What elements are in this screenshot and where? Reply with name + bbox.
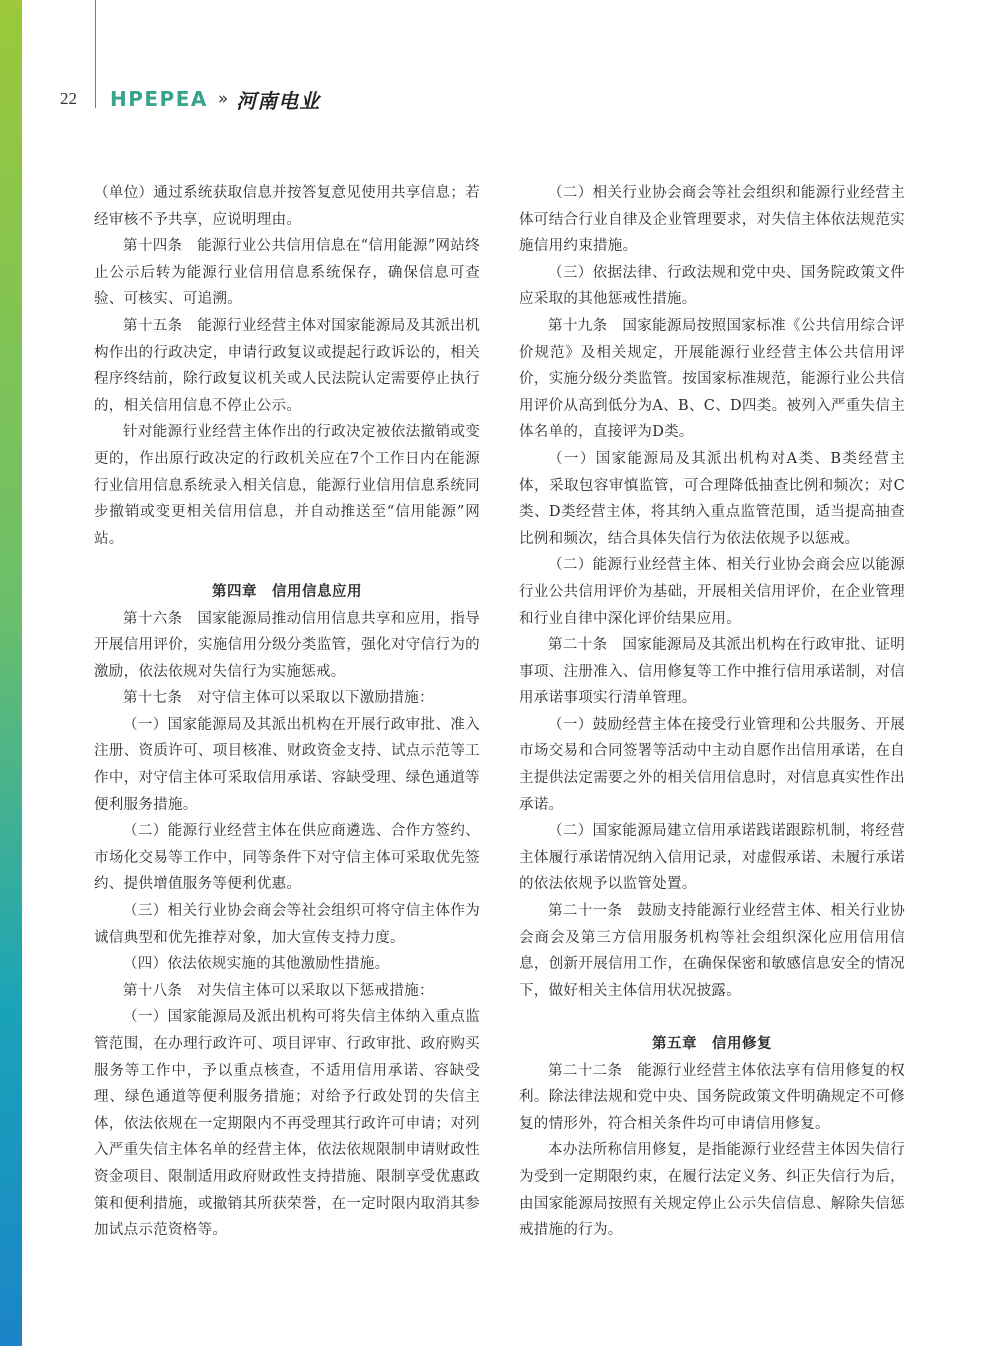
list-item: （三）相关行业协会商会等社会组织可将守信主体作为诚信典型和优先推荐对象，加大宣传支持力度。 [94,903,480,946]
list-item: （二）相关行业协会商会等社会组织和能源行业经营主体可结合行业自律及企业管理要求，对失信主体依法规范实施信用约束措施。 [519,185,905,255]
article-16: 第十六条 国家能源局推动信用信息共享和应用，指导开展信用评价，实施信用分级分类监管，强化对守信行为的激励，依法依规对失信行为实施惩戒。 [94,610,480,680]
paragraph: 本办法所称信用修复，是指能源行业经营主体因失信行为受到一定期限约束，在履行法定义务、纠正失信行为后，由国家能源局按照有关规定停止公示失信信息、解除失信惩戒措施的行为。 [519,1142,905,1239]
page-number: 22 [60,89,77,108]
article-17: 第十七条 对守信主体可以采取以下激励措施： [123,690,434,707]
article-19: 第十九条 国家能源局按照国家标准《公共信用综合评价规范》及相关规定，开展能源行业经营主体公共信用评价，实施分级分类监管。按国家标准规范，能源行业公共信用评价从高到低分为A、B、C、D四类。被列入严重失信主体名单的，直接评为D类。 [519,317,905,441]
page-header [60,84,320,114]
brand-logo-cn: 河南电业 [236,88,321,113]
right-column [519,180,905,1244]
paragraph: （单位）通过系统获取信息并按答复意见使用共享信息；若经审核不予共享，应说明理由。 [94,185,480,228]
article-18: 第十八条 对失信主体可以采取以下惩戒措施： [123,982,434,999]
article-21: 第二十一条 鼓励支持能源行业经营主体、相关行业协会商会及第三方信用服务机构等社会组织深化应用信用信息，创新开展信用工作，在确保保密和敏感信息安全的情况下，做好相关主体信用状况披露。 [519,903,905,999]
article-15: 第十五条 能源行业经营主体对国家能源局及其派出机构作出的行政决定，申请行政复议或提起行政诉讼的，相关程序终结前，除行政复议机关或人民法院认定需要停止执行的，相关信用信息不停止公示。 [94,317,480,414]
double-chevron-icon: » [217,89,229,109]
list-item: （二）能源行业经营主体、相关行业协会商会应以能源行业公共信用评价为基础，开展相关信用评价，在企业管理和行业自律中深化评价结果应用。 [519,557,905,627]
decorative-side-bar [0,0,22,1346]
brand-logo-en: HPEPEA [110,87,208,111]
list-item: （一）鼓励经营主体在接受行业管理和公共服务、开展市场交易和合同签署等活动中主动自愿作出信用承诺，在自主提供法定需要之外的相关信用信息时，对信息真实性作出承诺。 [519,716,905,813]
left-column [94,180,480,1244]
list-item: （二）能源行业经营主体在供应商遴选、合作方签约、市场化交易等工作中，同等条件下对守信主体可采取优先签约、提供增值服务等便利优惠。 [94,823,480,893]
chapter-4-heading: 第四章 信用信息应用 [212,582,362,600]
article-20: 第二十条 国家能源局及其派出机构在行政审批、证明事项、注册准入、信用修复等工作中推行信用承诺制，对信用承诺事项实行清单管理。 [519,637,905,707]
article-14: 第十四条 能源行业公共信用信息在“信用能源”网站终止公示后转为能源行业信用信息系统保存，确保信息可查验、可核实、可追溯。 [94,238,480,308]
paragraph: 针对能源行业经营主体作出的行政决定被依法撤销或变更的，作出原行政决定的行政机关应在7个工作日内在能源行业信用信息系统录入相关信息，能源行业信用信息系统同步撤销或变更相关信用信息，并自动推送至“信用能源”网站。 [94,424,480,547]
list-item: （一）国家能源局及派出机构可将失信主体纳入重点监管范围，在办理行政许可、项目评审、行政审批、政府购买服务等工作中，予以重点核查，不适用信用承诺、容缺受理、绿色通道等便利服务措施；对给予行政处罚的失信主体，依法依规在一定期限内不再受理其行政许可申请；对列入严重失信主体名单的经营主体，依法依规限制申请财政性资金项目、限制适用政府财政性支持措施、限制享受优惠政策和便利措施，或撤销其所获荣誉，在一定时限内取消其参加试点示范资格等。 [94,1009,480,1239]
chapter-5-heading: 第五章 信用修复 [652,1035,772,1052]
list-item: （四）依法依规实施的其他激励性措施。 [123,956,390,973]
list-item: （一）国家能源局及其派出机构在开展行政审批、准入注册、资质许可、项目核准、财政资金支持、试点示范等工作中，对守信主体可采取信用承诺、容缺受理、绿色通道等便利服务措施。 [94,716,480,813]
list-item: （三）依据法律、行政法规和党中央、国务院政策文件应采取的其他惩戒性措施。 [519,264,905,308]
list-item: （二）国家能源局建立信用承诺践诺跟踪机制，将经营主体履行承诺情况纳入信用记录，对虚假承诺、未履行承诺的依法依规予以监管处置。 [519,823,905,893]
list-item: （一）国家能源局及其派出机构对A类、B类经营主体，采取包容审慎监管，可合理降低抽查比例和频次；对C类、D类经营主体，将其纳入重点监管范围，适当提高抽查比例和频次，结合具体失信行为依法依规予以惩戒。 [519,450,905,547]
article-22: 第二十二条 能源行业经营主体依法享有信用修复的权利。除法律法规和党中央、国务院政策文件明确规定不可修复的情形外，符合相关条件均可申请信用修复。 [519,1062,905,1132]
